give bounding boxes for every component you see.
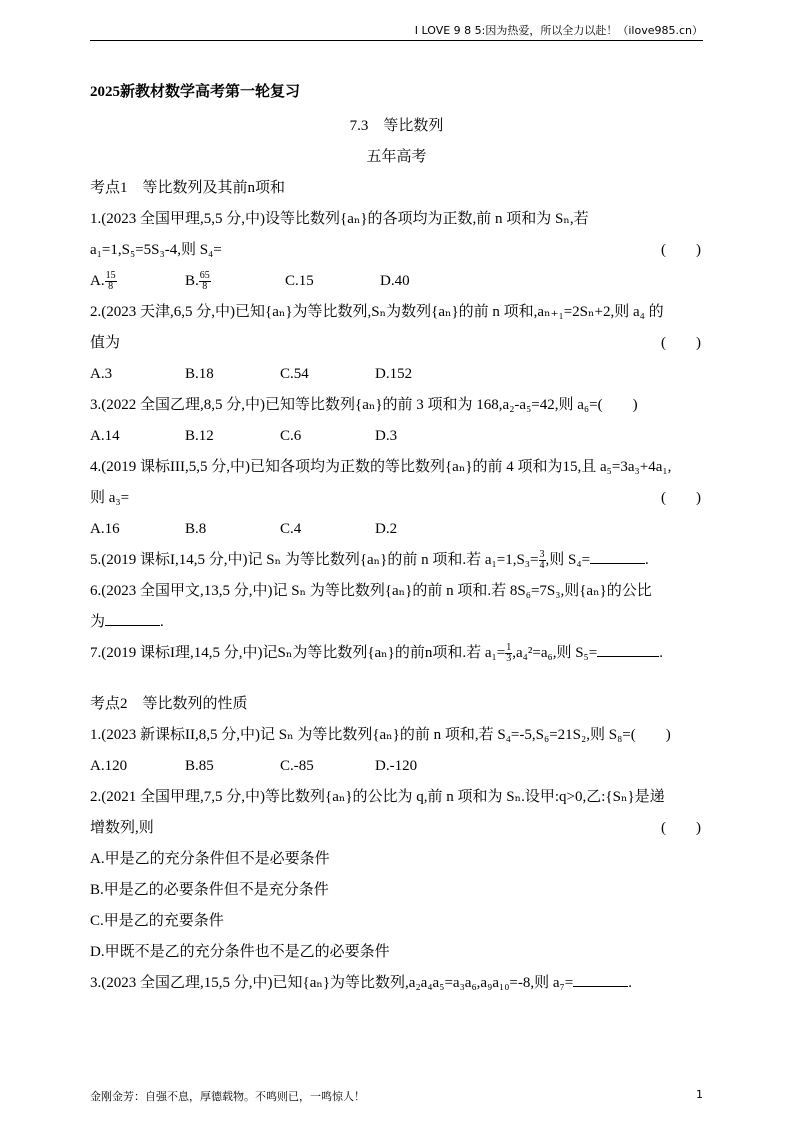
- q4-option-c: C.4: [280, 521, 302, 537]
- q2-answer-paren: ( ): [661, 335, 701, 351]
- q4-answer-paren: ( ): [661, 490, 701, 506]
- q5-fraction-den: 4: [539, 560, 545, 572]
- q2-option-c: C.54: [280, 366, 309, 382]
- q3-line1: 3.(2022 全国乙理,8,5 分,中)已知等比数列{aₙ}的前 3 项和为 168,a₂-a₅=42,则 a₆=( ): [90, 397, 638, 413]
- p1-option-c: C.-85: [280, 758, 314, 774]
- q7-answer-blank[interactable]: [597, 642, 659, 657]
- p3-text-pre: 3.(2023 全国乙理,15,5 分,中)已知{aₙ}为等比数列,a₂a₄a₅=a₃a₆,a₉a₁₀=-8,则 a₇=: [90, 975, 574, 991]
- q1-option-a-num: 15: [105, 270, 116, 282]
- q6-end: .: [160, 614, 164, 630]
- q5-answer-blank[interactable]: [590, 549, 645, 564]
- page-header: I LOVE 9 8 5:因为热爱，所以全力以赴！（ilove985.cn）: [90, 22, 703, 41]
- q1-options: [90, 269, 703, 300]
- p2-option-a: A.甲是乙的充分条件但不是必要条件: [90, 851, 330, 867]
- q3-option-c: C.6: [280, 428, 302, 444]
- q1-line2: [90, 238, 703, 269]
- p2-answer-paren: ( ): [661, 820, 701, 836]
- q2-option-d: D.152: [375, 366, 413, 382]
- q6-line2: [90, 610, 703, 641]
- q1-line1: 1.(2023 全国甲理,5,5 分,中)设等比数列{aₙ}的各项均为正数,前 n 项和为 Sₙ,若: [90, 211, 589, 227]
- q2-line2: [90, 331, 703, 362]
- q3-option-d: D.3: [375, 428, 398, 444]
- p3-line: [90, 971, 703, 1002]
- p2-line2: [90, 816, 703, 847]
- q2-option-b: B.18: [185, 366, 214, 382]
- q6-answer-blank[interactable]: [105, 611, 160, 626]
- section-gap: [90, 672, 703, 692]
- q1-option-a: [90, 269, 185, 293]
- q5-text-pre: 5.(2019 课标I,14,5 分,中)记 Sₙ 为等比数列{aₙ}的前 n 项和.若 a₁=1,S₃=: [90, 552, 539, 568]
- p2-line2-text: 增数列,则: [90, 820, 154, 836]
- p3-answer-blank[interactable]: [573, 972, 628, 987]
- q2-option-a: A.3: [90, 366, 113, 382]
- q4-option-a: A.16: [90, 521, 120, 537]
- q7-end: .: [659, 645, 663, 661]
- q5-end: .: [645, 552, 649, 568]
- p3-end: .: [628, 975, 632, 991]
- q3-options: [90, 424, 703, 455]
- p2-line1: 2.(2021 全国甲理,7,5 分,中)等比数列{aₙ}的公比为 q,前 n 项和为 Sₙ.设甲:q>0,乙:{Sₙ}是递: [90, 789, 665, 805]
- q1-option-b-num: 65: [199, 270, 210, 282]
- q7-fraction-num: 1: [506, 642, 512, 654]
- p1-option-d: D.-120: [375, 758, 418, 774]
- q4-line1: 4.(2019 课标III,5,5 分,中)已知各项均为正数的等比数列{aₙ}的前 4 项和为15,且 a₅=3a₃+4a₁,: [90, 459, 672, 475]
- subsection-title: 五年高考: [366, 149, 427, 165]
- q5-line: [90, 548, 703, 579]
- p1-line1: 1.(2023 新课标II,8,5 分,中)记 Sₙ 为等比数列{aₙ}的前 n 项和,若 S₄=-5,S₆=21S₂,则 S₈=( ): [90, 727, 671, 743]
- page-number: 1: [696, 1088, 703, 1101]
- q1-answer-paren: ( ): [661, 242, 701, 258]
- p1-option-b: B.85: [185, 758, 214, 774]
- q1-option-c: C.15: [285, 273, 314, 289]
- q1-option-a-fraction: [105, 271, 117, 292]
- q1-option-a-prefix: A.: [90, 273, 105, 289]
- p2-option-b: B.甲是乙的必要条件但不是充分条件: [90, 882, 329, 898]
- doc-title: 2025新教材数学高考第一轮复习: [90, 84, 301, 100]
- p1-option-a: A.120: [90, 758, 128, 774]
- q4-line2-text: 则 a₃=: [90, 490, 130, 506]
- p2-option-d: D.甲既不是乙的充分条件也不是乙的必要条件: [90, 944, 390, 960]
- q1-option-a-den: 8: [108, 281, 114, 293]
- section-title: 7.3 等比数列: [349, 118, 444, 134]
- kaodian-1-heading: 考点1 等比数列及其前n项和: [90, 180, 286, 196]
- p1-options: [90, 754, 703, 785]
- q1-option-b-fraction: [199, 271, 211, 292]
- q1-line2-text: a₁=1,S₅=5S₃-4,则 S₄=: [90, 242, 222, 258]
- q1-option-b-prefix: B.: [185, 273, 199, 289]
- q5-text-post: ,则 S₄=: [545, 552, 591, 568]
- q3-option-a: A.14: [90, 428, 120, 444]
- q7-text-pre: 7.(2019 课标I理,14,5 分,中)记Sₙ为等比数列{aₙ}的前n项和.若 a₁=: [90, 645, 506, 661]
- q7-fraction-den: 3: [506, 653, 512, 665]
- q1-option-b: [185, 269, 285, 293]
- q7-line: [90, 641, 703, 672]
- q2-line1: 2.(2023 天津,6,5 分,中)已知{aₙ}为等比数列,Sₙ为数列{aₙ}的前 n 项和,aₙ₊₁=2Sₙ+2,则 a₄ 的: [90, 304, 664, 320]
- q4-option-d: D.2: [375, 521, 398, 537]
- q1-option-b-den: 8: [202, 281, 208, 293]
- footer-motto: 金刚金芳：自强不息，厚德载物。不鸣则已，一鸣惊人！: [90, 1090, 365, 1103]
- q6-line2-text: 为: [90, 614, 106, 630]
- q5-fraction-num: 3: [539, 549, 545, 561]
- q7-text-post: ,a₄²=a₆,则 S₅=: [512, 645, 598, 661]
- q4-line2: [90, 486, 703, 517]
- document-body: [90, 80, 703, 1002]
- q4-option-b: B.8: [185, 521, 207, 537]
- q1-option-d: D.40: [380, 273, 410, 289]
- q2-options: [90, 362, 703, 393]
- p2-option-c: C.甲是乙的充要条件: [90, 913, 224, 929]
- kaodian-2-heading: 考点2 等比数列的性质: [90, 696, 248, 712]
- q4-options: [90, 517, 703, 548]
- q6-line1: 6.(2023 全国甲文,13,5 分,中)记 Sₙ 为等比数列{aₙ}的前 n 项和.若 8S₆=7S₃,则{aₙ}的公比: [90, 583, 652, 599]
- page-footer: [90, 1088, 703, 1104]
- q3-option-b: B.12: [185, 428, 214, 444]
- q5-fraction: [539, 550, 546, 571]
- q2-line2-text: 值为: [90, 335, 121, 351]
